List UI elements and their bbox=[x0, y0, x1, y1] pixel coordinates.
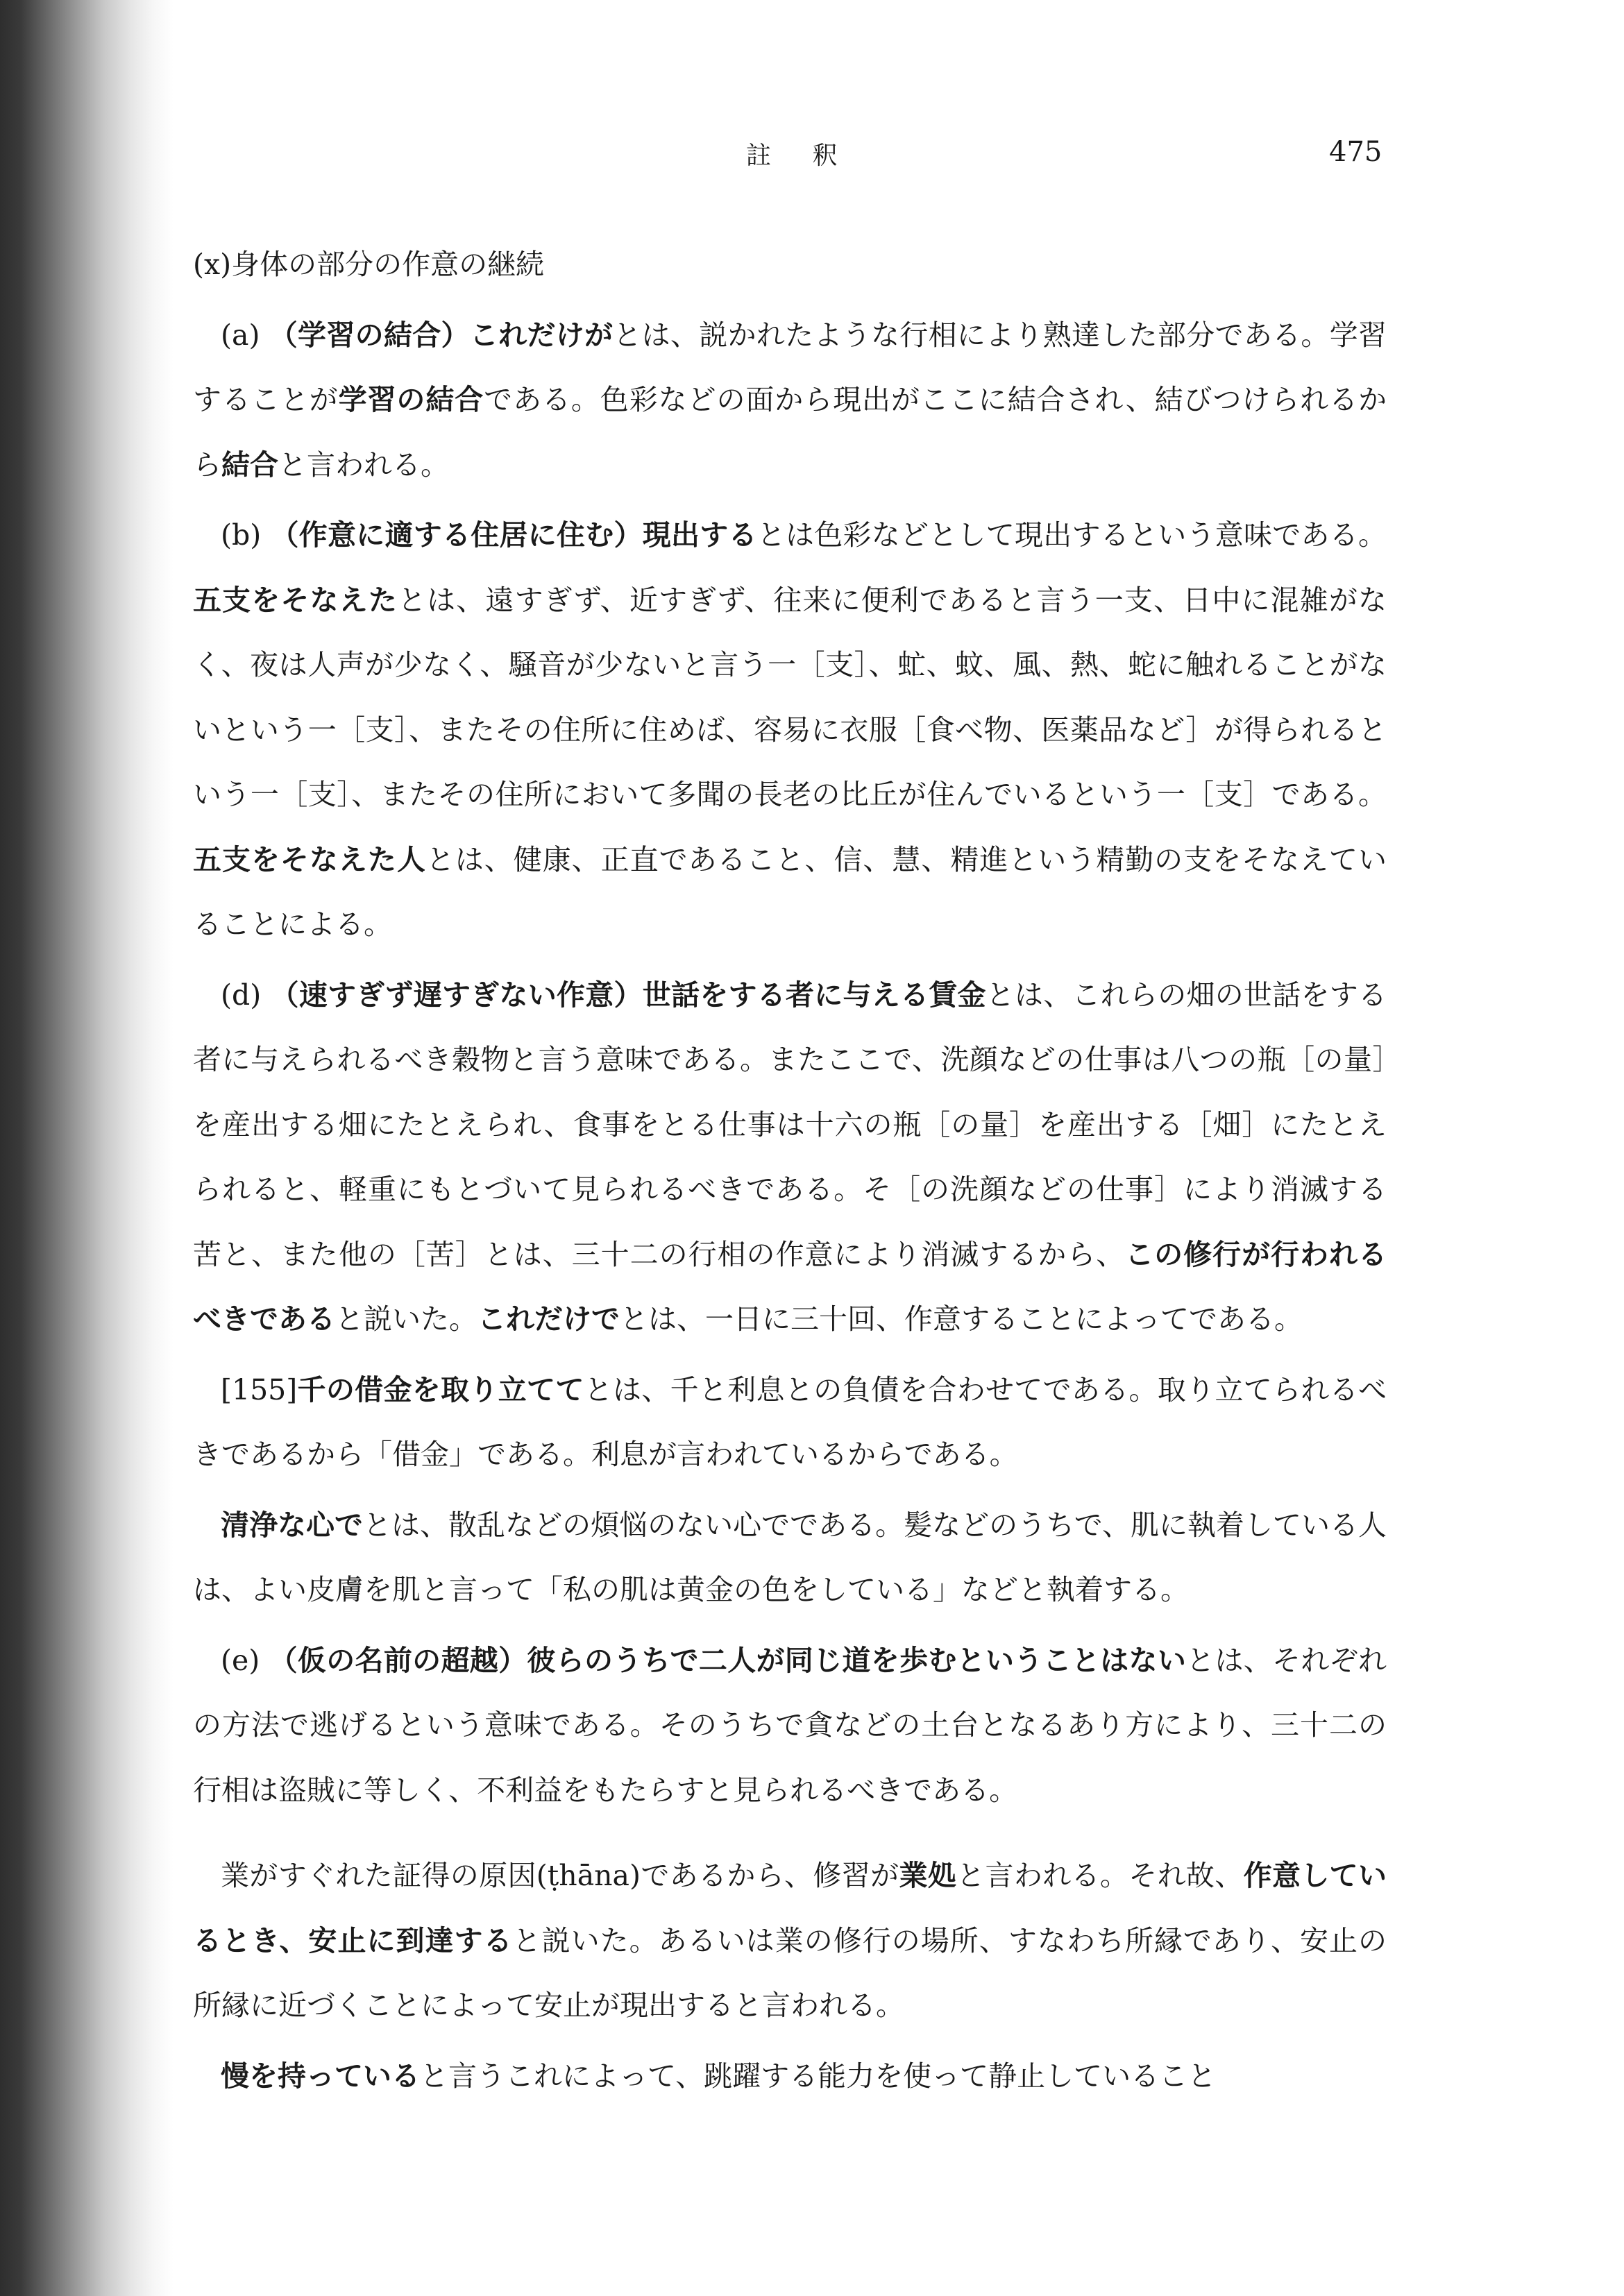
text-run: とは、説かれたような行相により熟達した部分である。学習することが bbox=[193, 318, 1387, 416]
paragraph bbox=[193, 1493, 1387, 1623]
text-run: とは、それぞれの方法で逃げるという意味である。そのうちで貪などの土台となるあり方により、三十二の行相は盗賊に等しく、不利益をもたらすと見られるべきである。 bbox=[193, 1643, 1387, 1807]
text-run: (b) bbox=[221, 518, 271, 552]
text-run: (d) bbox=[221, 978, 271, 1012]
paragraph bbox=[193, 1358, 1387, 1488]
running-head: 註 釈 bbox=[746, 142, 854, 170]
paragraph-list bbox=[193, 303, 1387, 2109]
text-run: [155] bbox=[221, 1372, 298, 1406]
paragraph bbox=[193, 2044, 1387, 2109]
section-heading: (x)身体の部分の作意の継続 bbox=[193, 248, 545, 281]
bold-term: 清浄な心で bbox=[221, 1508, 364, 1542]
bold-term: この修行が行われるべきである bbox=[193, 1237, 1387, 1336]
paragraph bbox=[193, 303, 1387, 498]
text-run: とは、散乱などの煩悩のない心でである。髪などのうちで、肌に執着している人は、よい皮膚を肌と言って「私の肌は黄金の色をしている」などと執着する。 bbox=[193, 1508, 1387, 1606]
page-body bbox=[193, 232, 1387, 2114]
text-run: 業がすぐれた証得の原因(ṭhāna)であるから、修習が bbox=[221, 1859, 899, 1892]
text-run: とは、これらの畑の世話をする者に与えられるべき穀物と言う意味である。またここで、洗顔などの仕事は八つの瓶［の量］を産出する畑にたとえられ、食事をとる仕事は十六の瓶［の量］を産出する［畑］にたとえられると、軽重にもとづいて見られるべきである。そ［の洗顔などの仕事］により消滅する苦と、また他の［苦］とは、三十二の行相の作意により消滅するから、 bbox=[193, 978, 1387, 1271]
bold-term: （作意に適する住居に住む）現出する bbox=[270, 518, 757, 552]
text-run: と言われる。それ故、 bbox=[956, 1859, 1244, 1892]
page-number: 475 bbox=[1329, 136, 1382, 168]
text-run: (a) bbox=[221, 318, 269, 352]
bold-term: （仮の名前の超越）彼らのうちで二人が同じ道を歩むということはない bbox=[269, 1643, 1187, 1677]
bold-term: 五支をそなえた bbox=[193, 583, 398, 617]
bold-term: 慢を持っている bbox=[221, 2059, 420, 2093]
bold-term: 五支をそなえた人 bbox=[193, 842, 426, 876]
text-run: とは色彩などとして現出するという意味である。 bbox=[756, 518, 1387, 552]
text-run: とは、健康、正直であること、信、慧、精進という精勤の支をそなえていることによる。 bbox=[193, 842, 1387, 941]
text-run: とは、遠すぎず、近すぎず、往来に便利であると言う一支、日中に混雑がなく、夜は人声が少なく、騒音が少ないと言う一［支］、虻、蚊、風、熱、蛇に触れることがないという一［支］、またその住所に住めば、容易に衣服［食べ物、医薬品など］が得られるという一［支］、またその住所において多聞の長老の比丘が住んでいるという一［支］である。 bbox=[193, 583, 1387, 811]
bold-term: 結合 bbox=[221, 448, 278, 482]
bold-term: （学習の結合）これだけが bbox=[269, 318, 614, 352]
bold-term: 千の借金を取り立てて bbox=[297, 1372, 584, 1406]
text-run: とは、千と利息との負債を合わせてである。取り立てられるべきであるから「借金」である。利息が言われているからである。 bbox=[193, 1372, 1387, 1471]
text-run: と言うこれによって、跳躍する能力を使って静止していること bbox=[420, 2059, 1217, 2093]
paragraph bbox=[193, 1629, 1387, 1823]
bold-term: （速すぎず遅すぎない作意）世話をする者に与える賃金 bbox=[270, 978, 986, 1012]
paragraph bbox=[193, 1844, 1387, 2039]
text-run: と説いた。あるいは業の修行の場所、すなわち所縁であり、安止の所縁に近づくことによって安止が現出すると言われる。 bbox=[193, 1923, 1387, 2022]
text-run: と言われる。 bbox=[278, 448, 449, 482]
text-run: である。色彩などの面から現出がここに結合され、結びつけられるから bbox=[193, 383, 1387, 482]
bold-term: これだけで bbox=[477, 1302, 620, 1336]
paragraph bbox=[193, 503, 1387, 958]
bold-term: 作意しているとき、安止に到達する bbox=[193, 1859, 1387, 1957]
bold-term: 学習の結合 bbox=[338, 383, 484, 416]
text-run: と説いた。 bbox=[335, 1302, 477, 1336]
text-run: とは、一日に三十回、作意することによってである。 bbox=[620, 1302, 1303, 1336]
paragraph bbox=[193, 963, 1387, 1352]
text-run: (e) bbox=[221, 1643, 269, 1677]
bold-term: 業処 bbox=[899, 1859, 957, 1892]
